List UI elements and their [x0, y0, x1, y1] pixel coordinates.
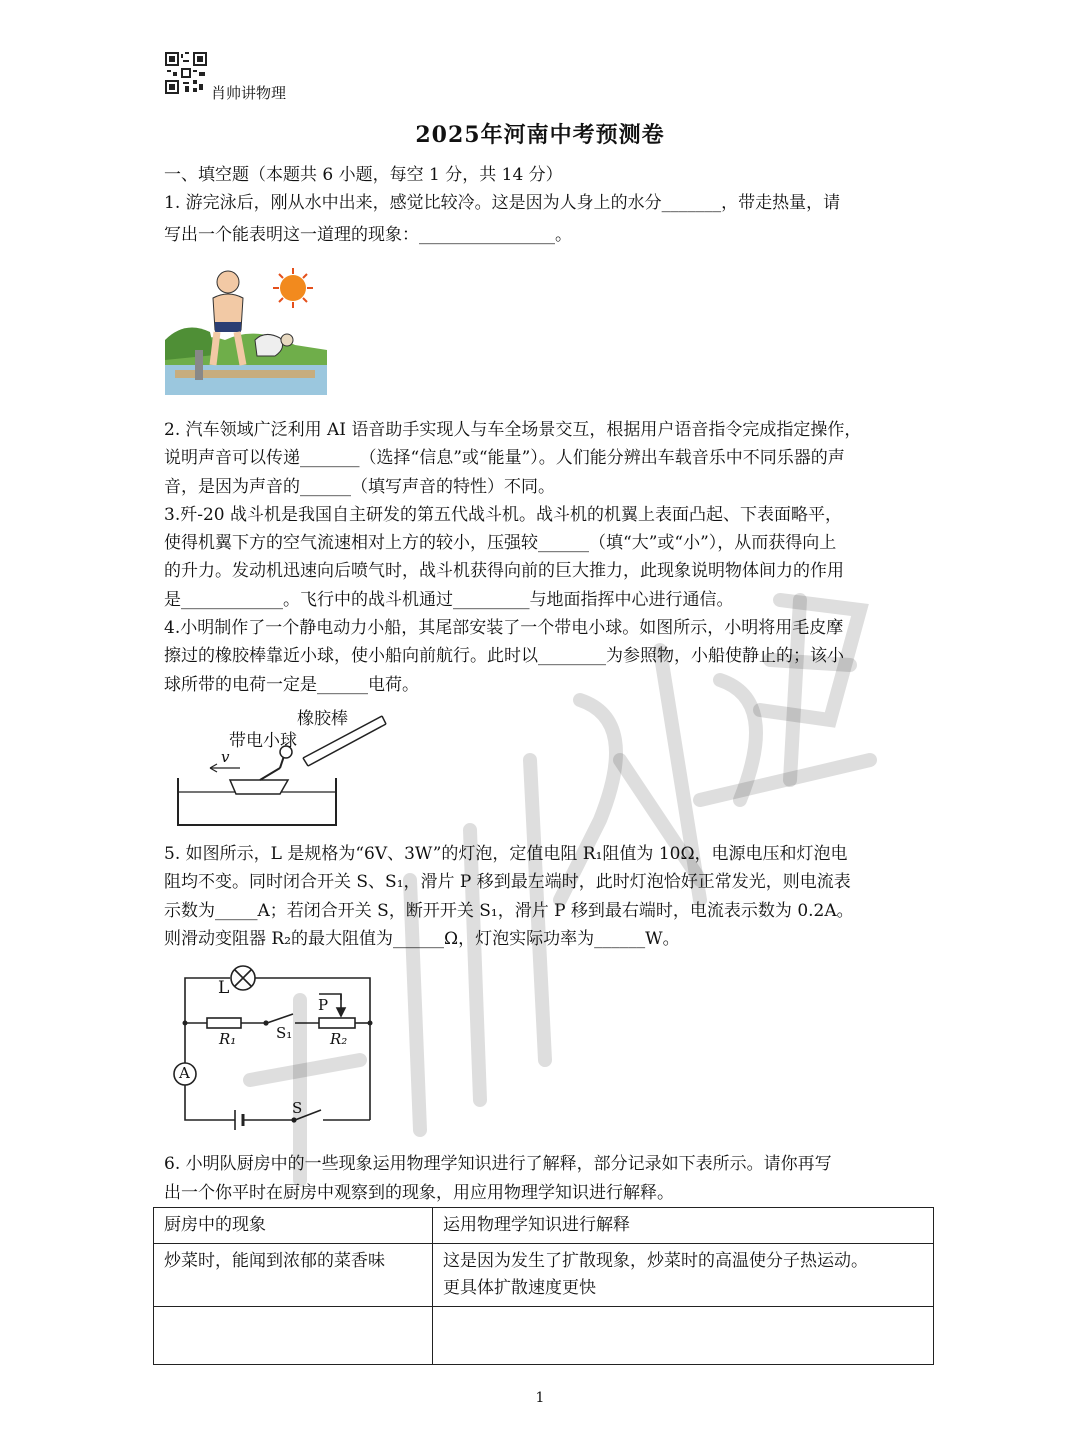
- q6-line-1: 6. 小明队厨房中的一些现象运用物理学知识进行了解释，部分记录如下表所示。请你再写: [164, 1154, 832, 1174]
- q2-line-3: 音，是因为声音的______（填写声音的特性）不同。: [164, 477, 555, 497]
- q4-line-1: 4.小明制作了一个静电动力小船，其尾部安装了一个带电小球。如图所示，小明将用毛皮摩: [164, 618, 844, 638]
- swimmer-illustration: [165, 260, 327, 395]
- page-title: 2025年河南中考预测卷: [415, 122, 665, 148]
- s1-label: S₁: [276, 1024, 293, 1042]
- r2-label: R₂: [330, 1030, 348, 1048]
- velocity-label: v: [221, 748, 230, 766]
- ammeter-label: A: [179, 1064, 190, 1082]
- q3-line-3: 的升力。发动机迅速向后喷气时，战斗机获得向前的巨大推力，此现象说明物体间力的作用: [164, 561, 844, 581]
- table-cell-phenomenon: 炒菜时，能闻到浓郁的菜香味: [154, 1244, 433, 1307]
- table-header-phenomenon: 厨房中的现象: [154, 1208, 433, 1244]
- kitchen-table: [153, 1207, 934, 1365]
- rubber-rod-label: 橡胶棒: [297, 709, 348, 729]
- explanation-line-1: 这是因为发生了扩散现象，炒菜时的高温使分子热运动。: [443, 1251, 868, 1271]
- table-cell-empty-phenomenon[interactable]: [154, 1307, 433, 1365]
- page-number: 1: [535, 1390, 545, 1406]
- brand-label: 肖帅讲物理: [211, 84, 287, 102]
- table-cell-explanation: [433, 1244, 934, 1307]
- slider-label: P: [318, 996, 329, 1014]
- q4-line-2: 擦过的橡胶棒靠近小球，使小船向前航行。此时以________为参照物，小船使静止的；该小: [164, 646, 844, 666]
- q5-line-2: 阻均不变。同时闭合开关 S、S₁，滑片 P 移到最左端时，此时灯泡恰好正常发光，则电流表: [164, 872, 851, 892]
- switch-s-label: S: [292, 1099, 303, 1117]
- section-heading: 一、填空题（本题共 6 小题，每空 1 分，共 14 分）: [164, 165, 563, 185]
- q5-line-4: 则滑动变阻器 R₂的最大阻值为______Ω，灯泡实际功率为______W。: [164, 929, 680, 949]
- boat-figure: [170, 700, 390, 830]
- q2-line-2: 说明声音可以传递_______（选择“信息”或“能量”）。人们能分辨出车载音乐中不同乐器的声: [164, 448, 845, 468]
- circuit-diagram: [165, 960, 380, 1130]
- q3-line-2: 使得机翼下方的空气流速相对上方的较小，压强较______（填“大”或“小”），从而获得向上: [164, 533, 837, 553]
- q4-line-3: 球所带的电荷一定是______电荷。: [164, 675, 419, 695]
- table-header-explanation: 运用物理学知识进行解释: [433, 1208, 934, 1244]
- q3-line-1: 3.歼-20 战斗机是我国自主研发的第五代战斗机。战斗机的机翼上表面凸起、下表面略平，: [164, 505, 842, 525]
- table-cell-empty-explanation[interactable]: [433, 1307, 934, 1365]
- lamp-label: L: [218, 978, 230, 998]
- q1-line-2: 写出一个能表明这一道理的现象：________________。: [164, 225, 572, 245]
- q6-line-2: 出一个你平时在厨房中观察到的现象，用应用物理学知识进行解释。: [164, 1183, 674, 1203]
- q5-line-1: 5. 如图所示，L 是规格为“6V、3W”的灯泡，定值电阻 R₁阻值为 10Ω，电源电压和灯泡电: [164, 844, 848, 864]
- q3-line-4: 是____________。飞行中的战斗机通过_________与地面指挥中心进行通信。: [164, 590, 734, 610]
- q5-line-3: 示数为_____A；若闭合开关 S，断开开关 S₁，滑片 P 移到最右端时，电流表示数为 0.2A。: [164, 901, 854, 921]
- r1-label: R₁: [219, 1030, 237, 1048]
- q1-line-1: 1. 游完泳后，刚从水中出来，感觉比较冷。这是因为人身上的水分_______，带走热量，请: [164, 193, 841, 213]
- qr-code-icon: [165, 52, 207, 94]
- explanation-line-2: 更具体扩散速度更快: [443, 1278, 596, 1298]
- charged-ball-label: 带电小球: [229, 731, 297, 751]
- q2-line-1: 2. 汽车领域广泛利用 AI 语音助手实现人与车全场景交互，根据用户语音指令完成指定操作，: [164, 420, 862, 440]
